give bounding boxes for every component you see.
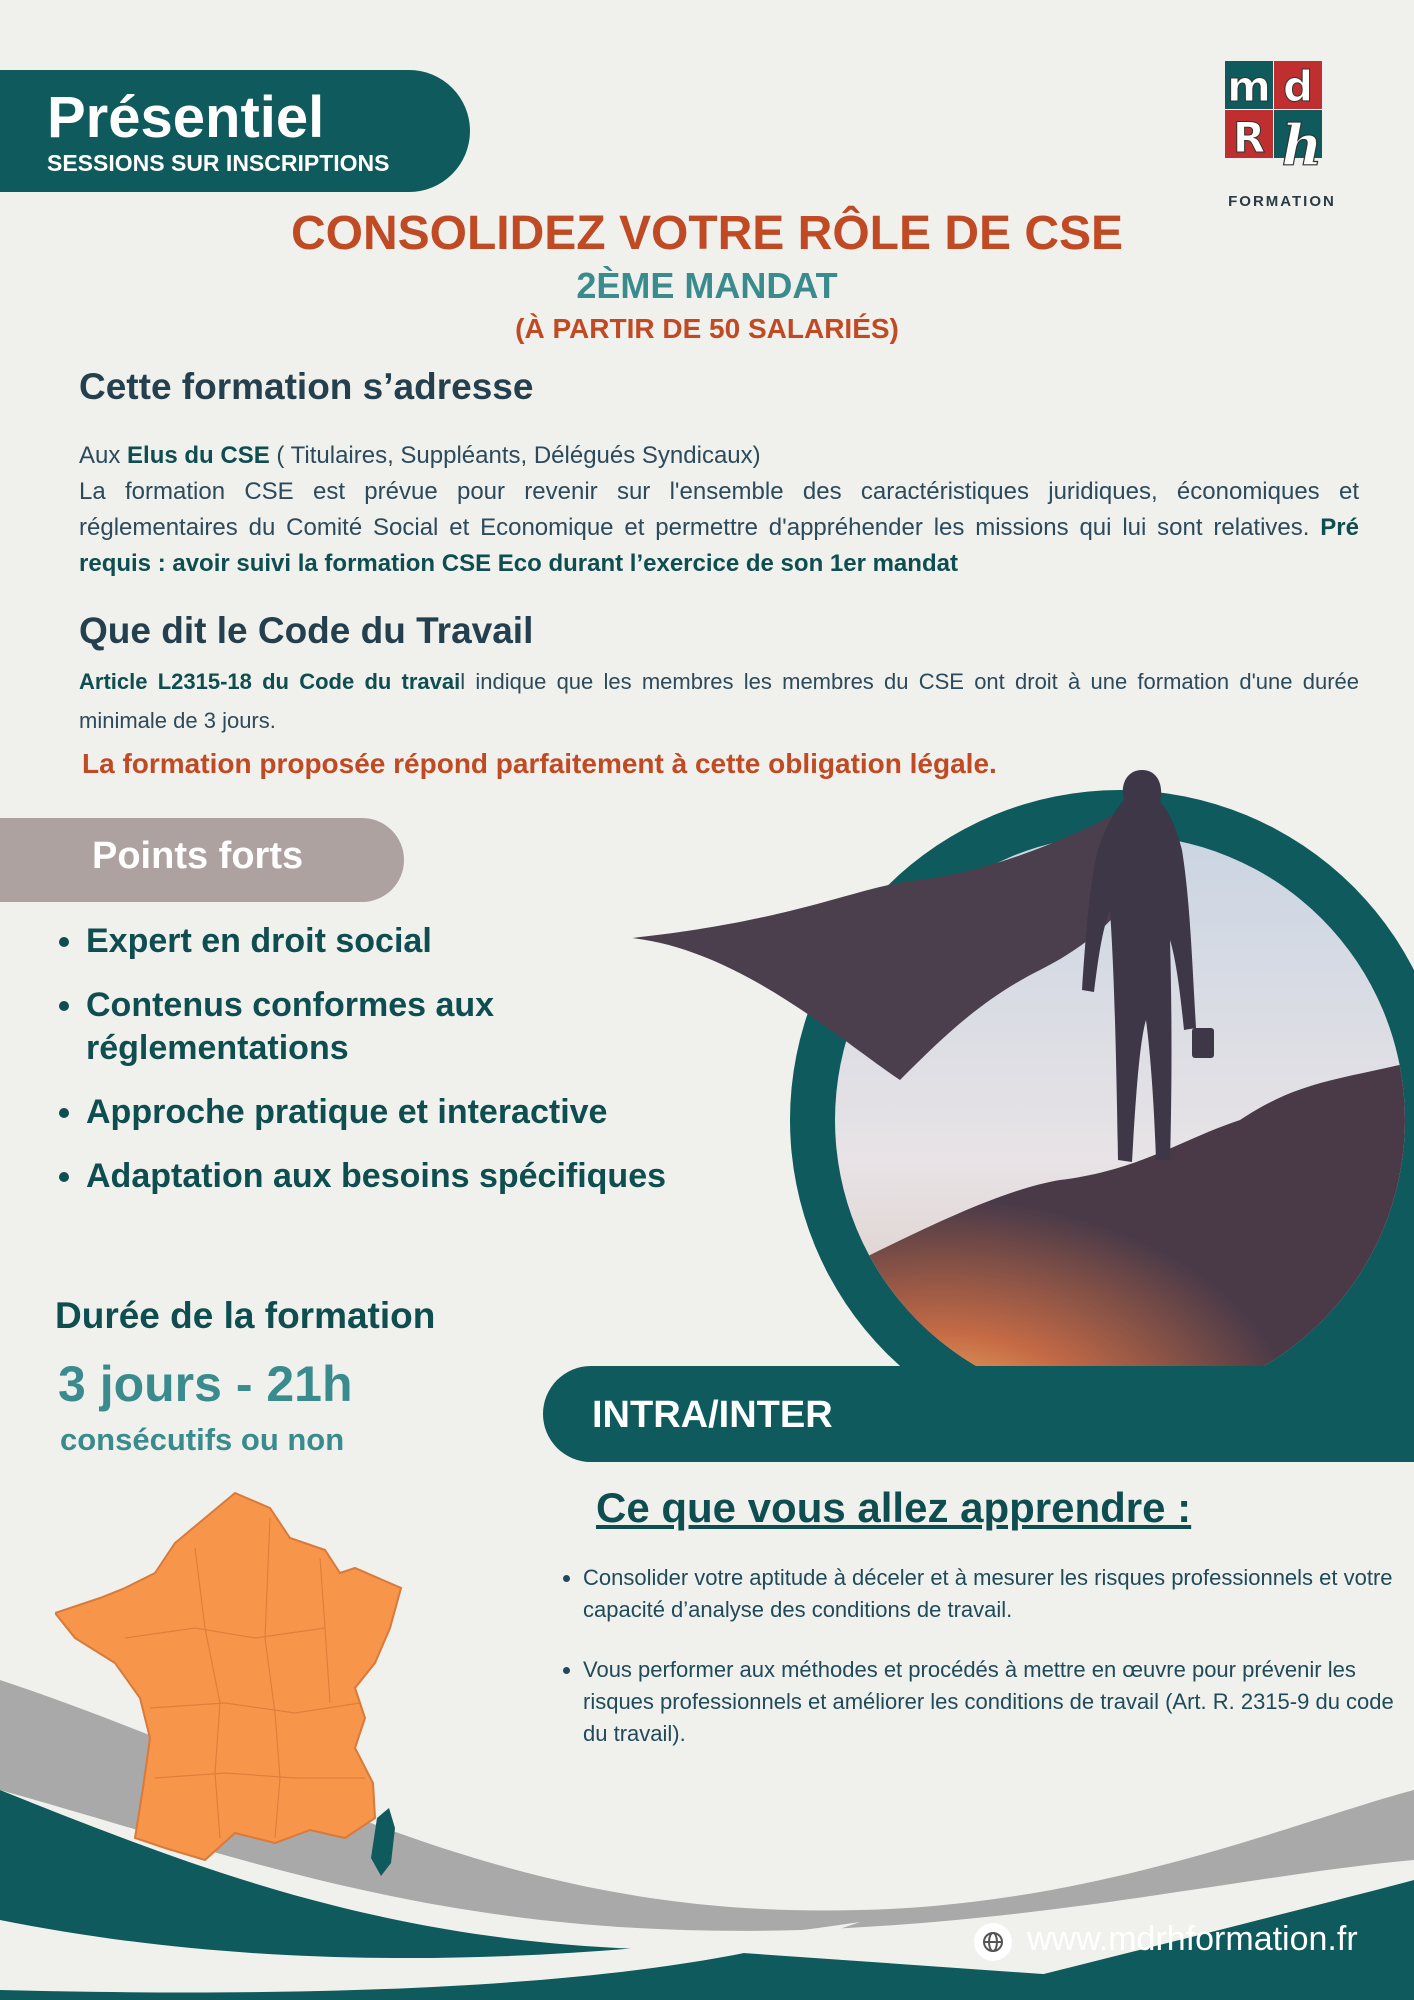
duration-detail: consécutifs ou non	[60, 1422, 345, 1457]
audience-text	[79, 438, 1359, 582]
mode-subtitle: SESSIONS SUR INSCRIPTIONS	[47, 150, 390, 176]
format-label: INTRA/INTER	[592, 1394, 833, 1436]
page-title: CONSOLIDEZ VOTRE RÔLE DE CSE	[290, 207, 1124, 260]
code-text	[79, 662, 1359, 740]
audience-heading: Cette formation s’adresse	[79, 366, 534, 407]
points-forts-list	[52, 920, 726, 1219]
code-article-detail: l indique que les membres les membres du CSE ont droit à une formation d'une durée minimale de 3 jours.	[79, 669, 1360, 733]
code-article: Article L2315-18 du Code du travai	[79, 669, 461, 694]
globe-icon	[973, 1922, 1013, 1962]
list-item: • Expert en droit social	[86, 920, 726, 963]
list-item: • Contenus conformes aux réglementations	[86, 984, 726, 1070]
logo-letter-h: h	[1281, 113, 1323, 179]
website-link[interactable]: www.mdrhformation.fr	[1027, 1920, 1358, 1958]
mdrh-logo	[1210, 55, 1345, 215]
france-map-icon	[55, 1488, 415, 1883]
points-forts-label: Points forts	[92, 835, 304, 877]
learning-heading: Ce que vous allez apprendre :	[596, 1484, 1192, 1531]
audience-description: La formation CSE est prévue pour revenir sur l'ensemble des caractéristiques juridiques, économiques et réglementaires du Comité Social et Economique et permettre d'appréhender les missions qui lui sont relatives.	[79, 478, 1359, 541]
list-item: • Approche pratique et interactive	[86, 1091, 726, 1134]
logo-letter-m: m	[1227, 62, 1271, 111]
list-item: • Consolider votre aptitude à déceler et à mesurer les risques professionnels et votre capacité d’analyse des conditions de travail.	[583, 1562, 1414, 1626]
list-item: • Vous performer aux méthodes et procédés à mettre en œuvre pour prévenir les risques professionnels et améliorer les conditions de travail (Art. R. 2315-9 du code du travail).	[583, 1654, 1414, 1750]
audience-prefix: Aux	[79, 442, 128, 469]
mode-title: Présentiel	[47, 85, 325, 150]
page-subtitle-scope: (À PARTIR DE 50 SALARIÉS)	[515, 313, 899, 344]
duration-heading: Durée de la formation	[55, 1295, 436, 1336]
audience-target-detail: ( Titulaires, Suppléants, Délégués Syndicaux)	[269, 442, 761, 469]
learning-list	[555, 1562, 1414, 1778]
code-heading: Que dit le Code du Travail	[79, 610, 534, 651]
logo-letter-r: R	[1232, 113, 1266, 162]
duration-value: 3 jours - 21h	[58, 1356, 353, 1412]
legal-compliance-note: La formation proposée répond parfaitement à cette obligation légale.	[82, 748, 997, 779]
hero-illustration	[620, 760, 1414, 1460]
audience-prerequisite: Pré requis : avoir suivi la formation CSE Eco durant l’exercice de son 1er mandat	[79, 514, 1359, 577]
audience-target: Elus du CSE	[127, 442, 270, 469]
logo-letter-d: d	[1282, 62, 1314, 111]
page-subtitle: 2ÈME MANDAT	[576, 265, 838, 306]
list-item: • Adaptation aux besoins spécifiques	[86, 1155, 726, 1198]
logo-caption: FORMATION	[1228, 193, 1336, 210]
